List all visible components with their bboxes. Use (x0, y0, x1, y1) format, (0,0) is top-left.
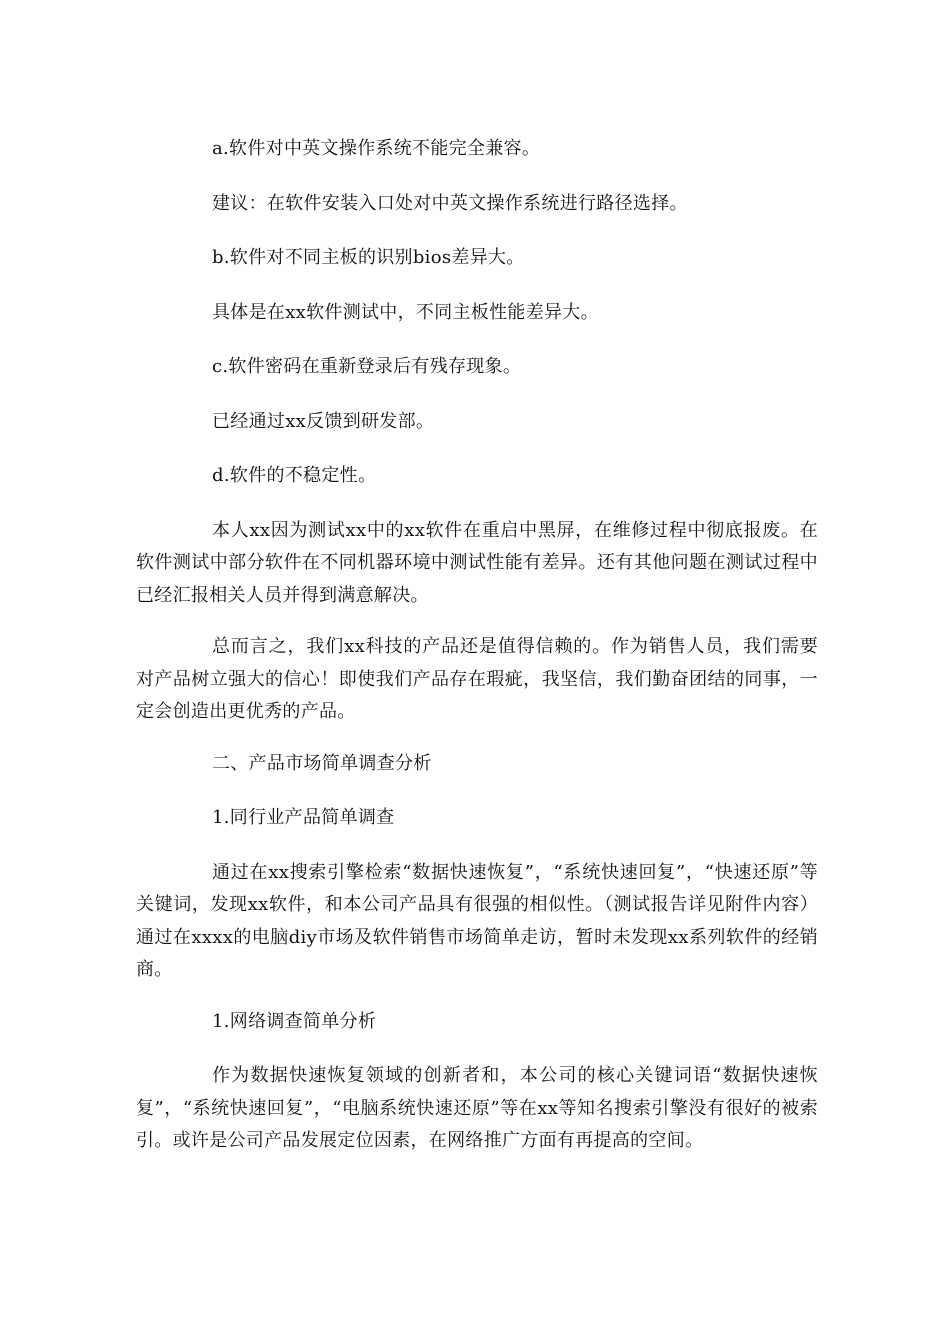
paragraph-feedback: 已经通过xx反馈到研发部。 (212, 410, 435, 432)
paragraph-test-report: 本人xx因为测试xx中的xx软件在重启中黑屏，在维修过程中彻底报废。在软件测试中部分软件在不同机器环境中测试性能有差异。还有其他问题在测试过程中已经汇报相关人员并得到满意解决。 (136, 519, 818, 606)
paragraph-c-password: c.软件密码在重新登录后有残存现象。 (212, 356, 522, 377)
paragraph-conclusion: 总而言之，我们xx科技的产品还是值得信赖的。作为销售人员，我们需要对产品树立强大的信心！即使我们产品存在瑕疵，我坚信，我们勤奋团结的同事，一定会创造出更优秀的产品。 (136, 636, 818, 722)
paragraph-suggestion: 建议：在软件安装入口处对中英文操作系统进行路径选择。 (212, 192, 688, 214)
section-heading-market-analysis: 二、产品市场简单调查分析 (212, 752, 432, 774)
paragraph-a-compatibility: a.软件对中英文操作系统不能完全兼容。 (212, 138, 541, 159)
paragraph-industry-survey: 通过在xx搜索引擎检索“数据快速恢复”，“系统快速回复”，“快速还原”等关键词，发现xx软件，和本公司产品具有很强的相似性。（测试报告详见附件内容）通过在xxxx的电脑diy市场及软件销售市场简单走访，暂时未发现xx系列软件的经销商。 (136, 861, 818, 980)
paragraph-mainboard-detail: 具体是在xx软件测试中，不同主板性能差异大。 (212, 301, 599, 323)
paragraph-d-stability: d.软件的不稳定性。 (212, 465, 377, 486)
paragraph-b-bios: b.软件对不同主板的识别bios差异大。 (212, 247, 525, 268)
subheading-industry-survey: 1.同行业产品简单调查 (212, 807, 395, 828)
document-body (136, 133, 818, 1158)
paragraph-network-survey: 作为数据快速恢复领域的创新者和，本公司的核心关键词语“数据快速恢复”，“系统快速回复”，“电脑系统快速还原”等在xx等知名搜索引擎没有很好的被索引。或许是公司产品发展定位因素，在网络推广方面有再提高的空间。 (136, 1065, 818, 1151)
subheading-network-survey: 1.网络调查简单分析 (212, 1010, 377, 1032)
